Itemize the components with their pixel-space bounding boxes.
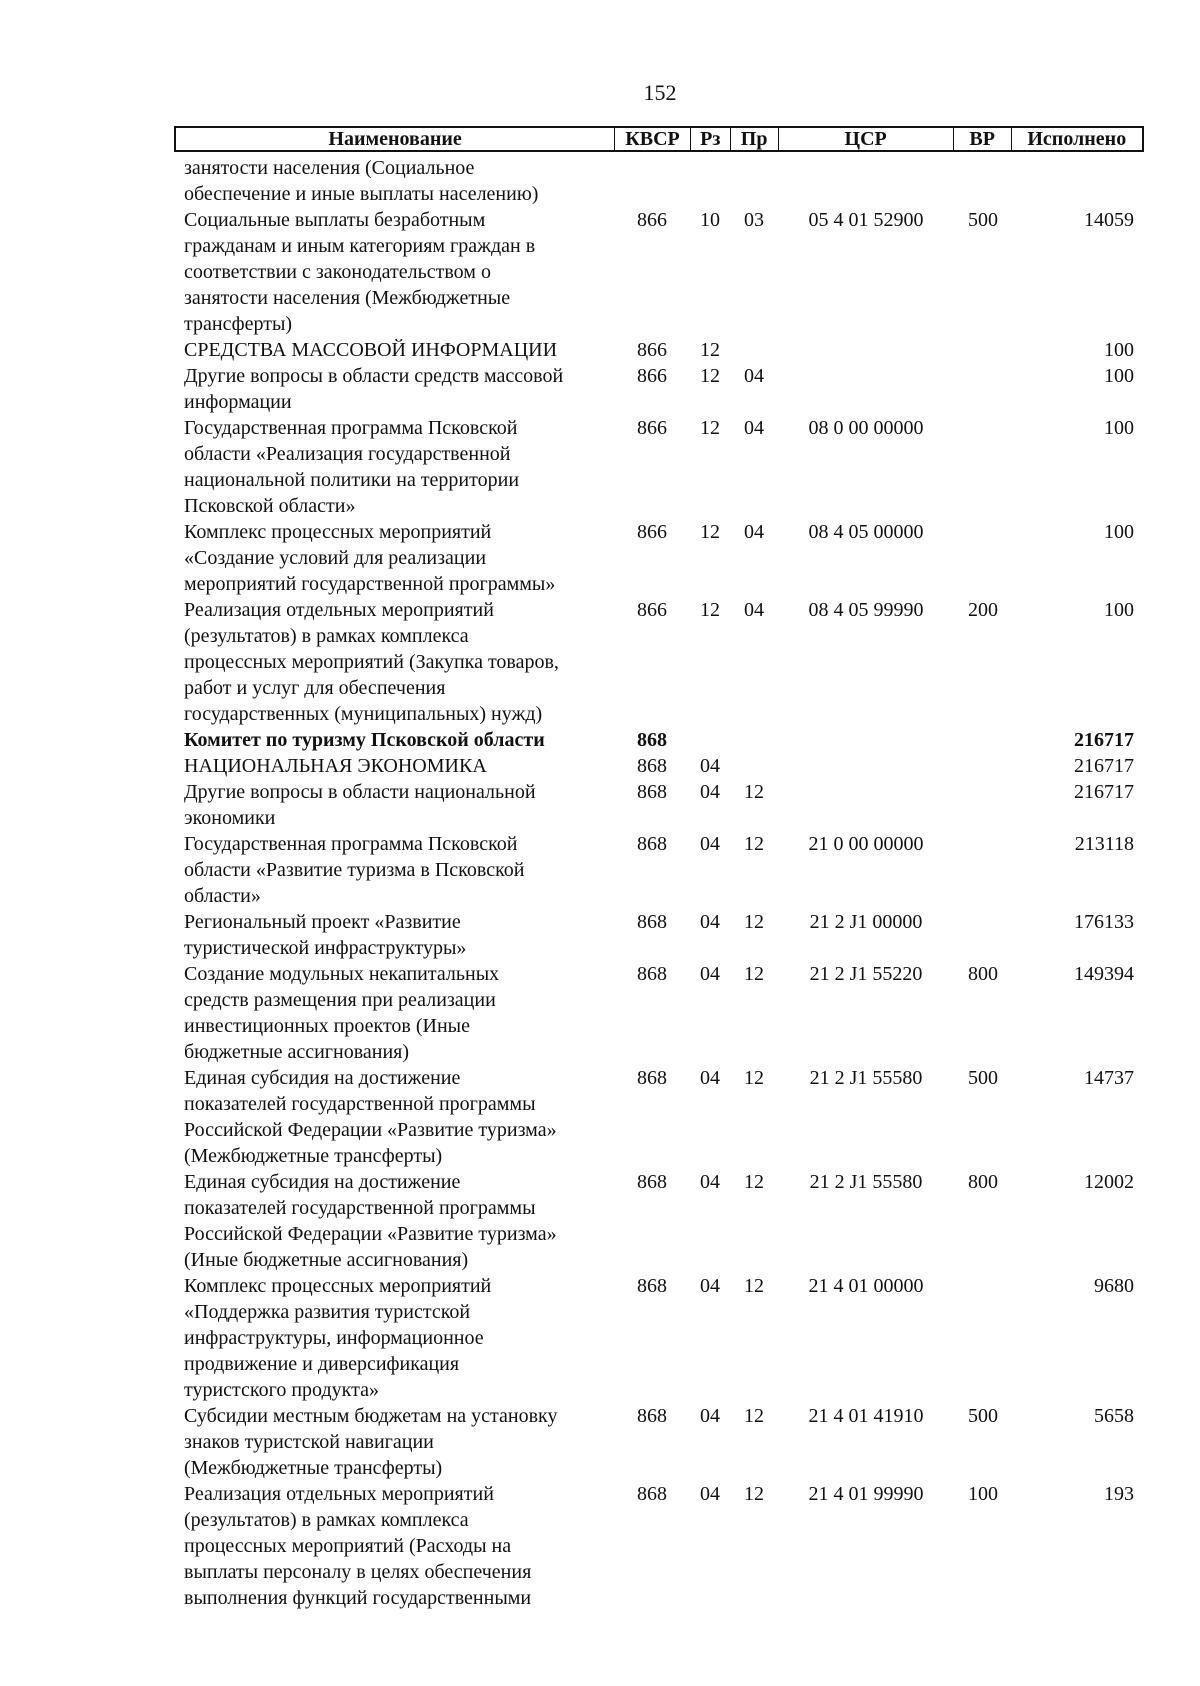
name-line: выплаты персоналу в целях обеспечения: [184, 1561, 532, 1583]
cell-vr: 800: [968, 1171, 998, 1193]
cell-csr: 21 4 01 00000: [808, 1275, 924, 1297]
name-line: информации: [184, 391, 292, 413]
cell-name: [174, 155, 614, 207]
cell-vr: [954, 753, 1012, 779]
table-row: [174, 1273, 1144, 1403]
cell-csr: [778, 363, 954, 415]
table-row: [174, 909, 1144, 961]
table-row: [174, 961, 1144, 1065]
cell-kvsr: 866: [637, 599, 667, 621]
name-line: Единая субсидия на достижение: [184, 1171, 461, 1193]
cell-csr: 21 2 J1 55220: [809, 963, 923, 985]
cell-csr: 08 0 00 00000: [808, 417, 924, 439]
cell-sum: 100: [1104, 521, 1134, 543]
name-line: (результатов) в рамках комплекса: [184, 1509, 469, 1531]
cell-name: [174, 207, 614, 337]
name-line: Реализация отдельных мероприятий: [184, 1483, 494, 1505]
cell-vr: 500: [968, 209, 998, 231]
page-number: 152: [643, 80, 677, 105]
header-kvsr: КВСР: [614, 128, 690, 150]
cell-csr: 21 0 00 00000: [808, 833, 924, 855]
name-line: Государственная программа Псковской: [184, 417, 518, 439]
cell-kvsr: 868: [637, 911, 667, 933]
name-line: государственных (муниципальных) нужд): [184, 703, 543, 725]
name-line: соответствии с законодательством о: [184, 261, 491, 283]
cell-name: [174, 779, 614, 831]
cell-rz: 04: [700, 1171, 720, 1193]
cell-sum: 213118: [1074, 833, 1134, 855]
cell-name: [174, 337, 614, 363]
name-line: (Межбюджетные трансферты): [184, 1457, 443, 1479]
cell-kvsr: 866: [637, 365, 667, 387]
budget-table: [174, 126, 1144, 1611]
table-row: [174, 1065, 1144, 1169]
cell-vr: [954, 1273, 1012, 1403]
cell-sum: 9680: [1094, 1275, 1134, 1297]
name-line: занятости населения (Межбюджетные: [184, 287, 511, 309]
name-line: области «Реализация государственной: [184, 443, 511, 465]
cell-name: [174, 597, 614, 727]
cell-pr: 12: [744, 963, 764, 985]
name-line: Субсидии местным бюджетам на установку: [184, 1405, 558, 1427]
cell-csr: 21 2 J1 55580: [809, 1171, 923, 1193]
cell-csr: 05 4 01 52900: [808, 209, 924, 231]
cell-name: [174, 753, 614, 779]
cell-rz: [690, 155, 730, 207]
cell-rz: 04: [700, 1067, 720, 1089]
table-row: [174, 1403, 1144, 1481]
cell-rz: 12: [700, 417, 720, 439]
cell-vr: 500: [968, 1405, 998, 1427]
name-line: (результатов) в рамках комплекса: [184, 625, 469, 647]
cell-sum: 100: [1104, 339, 1134, 361]
cell-kvsr: 868: [637, 781, 667, 803]
cell-sum: 100: [1104, 417, 1134, 439]
cell-sum: [1012, 155, 1144, 207]
cell-vr: [954, 727, 1012, 753]
name-line: «Создание условий для реализации: [184, 547, 487, 569]
table-row: [174, 831, 1144, 909]
cell-rz: 12: [700, 599, 720, 621]
name-line: НАЦИОНАЛЬНАЯ ЭКОНОМИКА: [184, 755, 487, 777]
cell-kvsr: 866: [637, 417, 667, 439]
name-line: (Иные бюджетные ассигнования): [184, 1249, 469, 1271]
name-line: гражданам и иным категориям граждан в: [184, 235, 536, 257]
cell-csr: [778, 779, 954, 831]
cell-kvsr: 868: [637, 755, 667, 777]
name-line: процессных мероприятий (Расходы на: [184, 1535, 512, 1557]
cell-pr: 12: [744, 833, 764, 855]
name-line: Комплекс процессных мероприятий: [184, 1275, 492, 1297]
cell-name: [174, 1273, 614, 1403]
cell-sum: 176133: [1074, 911, 1134, 933]
cell-pr: 04: [744, 599, 764, 621]
table-row: [174, 727, 1144, 753]
cell-sum: 5658: [1094, 1405, 1134, 1427]
cell-csr: 21 2 J1 00000: [809, 911, 923, 933]
table-row: [174, 337, 1144, 363]
cell-sum: 216717: [1074, 729, 1134, 751]
cell-vr: 100: [968, 1483, 998, 1505]
name-line: процессных мероприятий (Закупка товаров,: [184, 651, 559, 673]
cell-sum: 149394: [1074, 963, 1134, 985]
table-row: [174, 207, 1144, 337]
cell-rz: 10: [700, 209, 720, 231]
cell-vr: [954, 155, 1012, 207]
cell-rz: 12: [700, 521, 720, 543]
cell-kvsr: 868: [637, 1171, 667, 1193]
cell-vr: 500: [968, 1067, 998, 1089]
cell-kvsr: 866: [637, 339, 667, 361]
header-name: Наименование: [328, 128, 462, 150]
name-line: национальной политики на территории: [184, 469, 520, 491]
cell-vr: 200: [968, 599, 998, 621]
cell-name: [174, 415, 614, 519]
cell-kvsr: 866: [637, 209, 667, 231]
cell-vr: [954, 831, 1012, 909]
name-line: Комитет по туризму Псковской области: [184, 729, 545, 751]
table-body: [174, 155, 1144, 1611]
name-line: Реализация отдельных мероприятий: [184, 599, 494, 621]
cell-csr: 08 4 05 00000: [808, 521, 924, 543]
cell-name: [174, 831, 614, 909]
cell-pr: 12: [744, 1405, 764, 1427]
name-line: выполнения функций государственными: [184, 1587, 532, 1609]
cell-rz: 04: [700, 755, 720, 777]
cell-sum: 100: [1104, 599, 1134, 621]
name-line: Другие вопросы в области средств массовой: [184, 365, 564, 387]
cell-sum: 14059: [1084, 209, 1134, 231]
cell-pr: 12: [744, 1171, 764, 1193]
name-line: Создание модульных некапитальных: [184, 963, 500, 985]
name-line: инвестиционных проектов (Иные: [184, 1015, 470, 1037]
cell-csr: [778, 337, 954, 363]
cell-rz: 12: [700, 339, 720, 361]
name-line: Другие вопросы в области национальной: [184, 781, 536, 803]
cell-csr: [778, 727, 954, 753]
cell-kvsr: 866: [637, 521, 667, 543]
cell-csr: 08 4 05 99990: [808, 599, 924, 621]
cell-rz: 04: [700, 1483, 720, 1505]
cell-kvsr: 868: [637, 833, 667, 855]
name-line: мероприятий государственной программы»: [184, 573, 556, 595]
cell-pr: [730, 727, 778, 753]
table-row: [174, 1481, 1144, 1611]
cell-sum: 100: [1104, 365, 1134, 387]
cell-sum: 193: [1104, 1483, 1134, 1505]
header-csr: ЦСР: [778, 128, 953, 150]
cell-name: [174, 519, 614, 597]
cell-name: [174, 363, 614, 415]
name-line: Комплекс процессных мероприятий: [184, 521, 492, 543]
name-line: Социальные выплаты безработным: [184, 209, 486, 231]
cell-sum: 216717: [1074, 755, 1134, 777]
name-line: экономики: [184, 807, 276, 829]
name-line: Российской Федерации «Развитие туризма»: [184, 1119, 557, 1141]
cell-rz: 04: [700, 1275, 720, 1297]
header-vr: ВР: [953, 128, 1011, 150]
cell-sum: 14737: [1084, 1067, 1134, 1089]
cell-pr: [730, 155, 778, 207]
name-line: показателей государственной программы: [184, 1197, 536, 1219]
table-row: [174, 155, 1144, 207]
cell-name: [174, 961, 614, 1065]
cell-pr: 03: [744, 209, 764, 231]
header-sum: Исполнено: [1011, 128, 1142, 150]
cell-vr: [954, 337, 1012, 363]
table-row: [174, 597, 1144, 727]
cell-kvsr: 868: [637, 1483, 667, 1505]
name-line: Российской Федерации «Развитие туризма»: [184, 1223, 557, 1245]
table-row: [174, 779, 1144, 831]
name-line: СРЕДСТВА МАССОВОЙ ИНФОРМАЦИИ: [184, 339, 558, 361]
cell-kvsr: [614, 155, 690, 207]
name-line: Псковской области»: [184, 495, 356, 517]
name-line: знаков туристской навигации: [184, 1431, 434, 1453]
cell-rz: 12: [700, 365, 720, 387]
cell-vr: [954, 519, 1012, 597]
cell-rz: 04: [700, 911, 720, 933]
name-line: «Поддержка развития туристской: [184, 1301, 471, 1323]
cell-name: [174, 909, 614, 961]
cell-csr: [778, 155, 954, 207]
name-line: обеспечение и иные выплаты населению): [184, 183, 539, 205]
name-line: трансферты): [184, 313, 293, 335]
cell-kvsr: 868: [637, 1067, 667, 1089]
cell-pr: 12: [744, 1275, 764, 1297]
name-line: показателей государственной программы: [184, 1093, 536, 1115]
cell-vr: [954, 415, 1012, 519]
cell-vr: [954, 363, 1012, 415]
cell-vr: 800: [968, 963, 998, 985]
cell-csr: 21 4 01 99990: [808, 1483, 924, 1505]
name-line: Государственная программа Псковской: [184, 833, 518, 855]
cell-sum: 216717: [1074, 781, 1134, 803]
name-line: средств размещения при реализации: [184, 989, 496, 1011]
name-line: туристского продукта»: [184, 1379, 379, 1401]
cell-pr: 12: [744, 911, 764, 933]
cell-kvsr: 868: [637, 1405, 667, 1427]
cell-name: [174, 1169, 614, 1273]
cell-csr: [778, 753, 954, 779]
cell-pr: 04: [744, 521, 764, 543]
cell-csr: 21 2 J1 55580: [809, 1067, 923, 1089]
table-row: [174, 1169, 1144, 1273]
cell-rz: [690, 727, 730, 753]
cell-name: [174, 727, 614, 753]
table-row: [174, 519, 1144, 597]
cell-pr: 12: [744, 1483, 764, 1505]
name-line: бюджетные ассигнования): [184, 1041, 410, 1063]
name-line: занятости населения (Социальное: [184, 157, 475, 179]
cell-rz: 04: [700, 963, 720, 985]
cell-pr: 12: [744, 781, 764, 803]
table-header: [174, 126, 1144, 152]
cell-kvsr: 868: [637, 1275, 667, 1297]
header-pr: Пр: [730, 128, 778, 150]
name-line: Региональный проект «Развитие: [184, 911, 461, 933]
cell-sum: 12002: [1084, 1171, 1134, 1193]
name-line: (Межбюджетные трансферты): [184, 1145, 443, 1167]
table-row: [174, 415, 1144, 519]
name-line: области «Развитие туризма в Псковской: [184, 859, 525, 881]
cell-rz: 04: [700, 833, 720, 855]
name-line: инфраструктуры, информационное: [184, 1327, 484, 1349]
cell-rz: 04: [700, 1405, 720, 1427]
cell-rz: 04: [700, 781, 720, 803]
cell-name: [174, 1481, 614, 1611]
cell-pr: [730, 337, 778, 363]
cell-pr: 12: [744, 1067, 764, 1089]
name-line: Единая субсидия на достижение: [184, 1067, 461, 1089]
cell-vr: [954, 779, 1012, 831]
name-line: области»: [184, 885, 261, 907]
name-line: продвижение и диверсификация: [184, 1353, 460, 1375]
cell-pr: 04: [744, 365, 764, 387]
table-row: [174, 363, 1144, 415]
cell-kvsr: 868: [637, 729, 667, 751]
cell-csr: 21 4 01 41910: [808, 1405, 924, 1427]
name-line: работ и услуг для обеспечения: [184, 677, 446, 699]
cell-vr: [954, 909, 1012, 961]
table-row: [174, 753, 1144, 779]
name-line: туристической инфраструктуры»: [184, 937, 467, 959]
cell-pr: [730, 753, 778, 779]
cell-name: [174, 1403, 614, 1481]
cell-pr: 04: [744, 417, 764, 439]
header-rz: Рз: [690, 128, 730, 150]
cell-name: [174, 1065, 614, 1169]
cell-kvsr: 868: [637, 963, 667, 985]
